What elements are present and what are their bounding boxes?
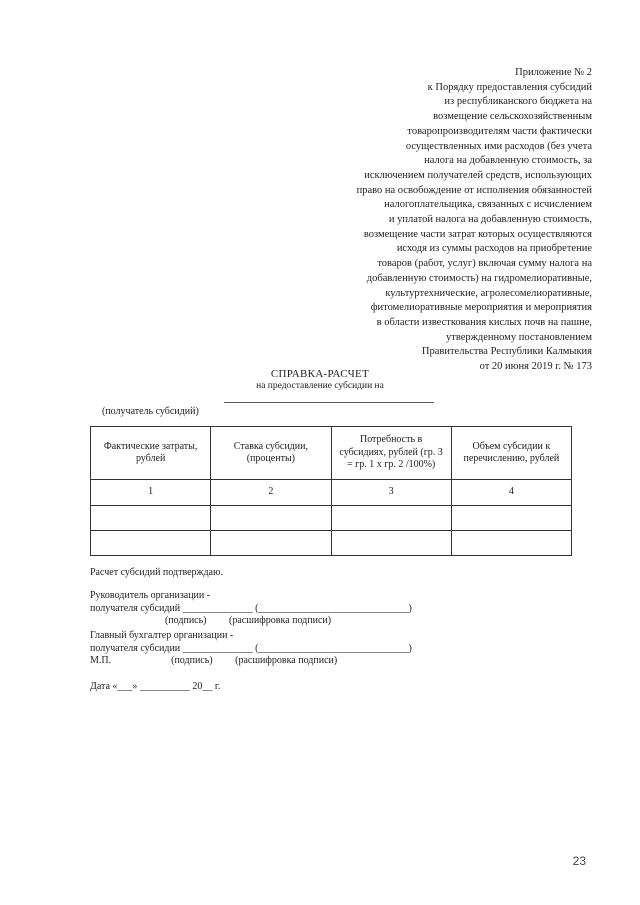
accountant-title: Главный бухгалтер организации - — [90, 630, 234, 641]
appendix-line: возмещение части затрат которых осуществляются — [363, 228, 592, 240]
head-signature-line: получателя субсидий ______________ (______________________________) — [90, 602, 412, 614]
confirmation-text: Расчет субсидий подтверждаю. — [90, 567, 223, 578]
table-cell — [451, 506, 571, 531]
table-cell — [451, 531, 571, 556]
appendix-line: добавленную стоимость) на гидромелиоративные, — [366, 272, 592, 284]
appendix-line: налогоплательщика, связанных с исчислением — [384, 199, 592, 211]
accountant-signature-block — [90, 630, 412, 668]
appendix-line: возмещение сельскохозяйственным — [433, 111, 592, 123]
head-title: Руководитель организации - — [90, 590, 211, 601]
page-number: 23 — [572, 854, 586, 868]
appendix-line: культуртехнические, агролесомелиоративные, — [385, 287, 592, 299]
table-header-cell: Объем субсидии к перечислению, рублей — [451, 427, 571, 480]
table-row — [91, 531, 572, 556]
appendix-line: товаропроизводителям части фактически — [407, 125, 592, 137]
appendix-line: утвержденному постановлением — [445, 331, 592, 343]
table-cell — [211, 531, 331, 556]
appendix-line: и уплатой налога на добавленную стоимость, — [388, 214, 592, 226]
appendix-line: фитомелиоративные мероприятия и мероприятия — [370, 302, 592, 314]
form-subtitle: на предоставление субсидии на — [256, 381, 384, 391]
column-number-cell: 2 — [211, 480, 331, 506]
date-line: Дата «___» __________ 20__ г. — [90, 681, 221, 692]
appendix-line: товаров (работ, услуг) включая сумму налога на — [377, 258, 592, 270]
table-column-number-row — [91, 480, 572, 506]
column-number-cell: 3 — [331, 480, 451, 506]
subsidy-calculation-table — [90, 426, 572, 556]
appendix-line: Правительства Республики Калмыкия — [421, 346, 592, 358]
appendix-line: исключением получателей средств, использующих — [364, 169, 592, 181]
column-number-cell: 4 — [451, 480, 571, 506]
table-cell — [331, 531, 451, 556]
appendix-line: исходя из суммы расходов на приобретение — [396, 243, 592, 255]
table-cell — [91, 506, 211, 531]
appendix-header — [272, 66, 592, 375]
table-row — [91, 506, 572, 531]
accountant-signature-line: получателя субсидии ______________ (______________________________) — [90, 642, 412, 654]
table-cell — [211, 506, 331, 531]
table-header-cell: Ставка субсидии, (проценты) — [211, 427, 331, 480]
appendix-line: от 20 июня 2019 г. № 173 — [479, 361, 592, 373]
recipient-blank-line — [224, 402, 434, 403]
form-title: СПРАВКА-РАСЧЕТ — [270, 368, 370, 380]
appendix-line: к Порядку предоставления субсидий — [427, 81, 592, 93]
appendix-line: из республиканского бюджета на — [444, 96, 592, 108]
recipient-label: (получатель субсидий) — [102, 406, 199, 417]
appendix-line: в области известкования кислых почв на пашне, — [376, 316, 592, 328]
accountant-signature-captions: М.П. (подпись) (расшифровка подписи) — [90, 655, 338, 666]
appendix-line: осуществленных ими расходов (без учета — [405, 140, 592, 152]
table-cell — [91, 531, 211, 556]
appendix-line: налога на добавленную стоимость, за — [424, 155, 592, 167]
table-header-cell: Фактические затраты, рублей — [91, 427, 211, 480]
table-header-cell: Потребность в субсидиях, рублей (гр. 3 = гр. 1 x гр. 2 /100%) — [331, 427, 451, 480]
appendix-line: право на освобождение от исполнения обязанностей — [356, 184, 592, 196]
appendix-line: Приложение № 2 — [515, 67, 592, 78]
table-header-row — [91, 427, 572, 480]
head-signature-captions: (подпись) (расшифровка подписи) — [90, 615, 332, 626]
head-signature-block — [90, 590, 412, 628]
table-cell — [331, 506, 451, 531]
column-number-cell: 1 — [91, 480, 211, 506]
